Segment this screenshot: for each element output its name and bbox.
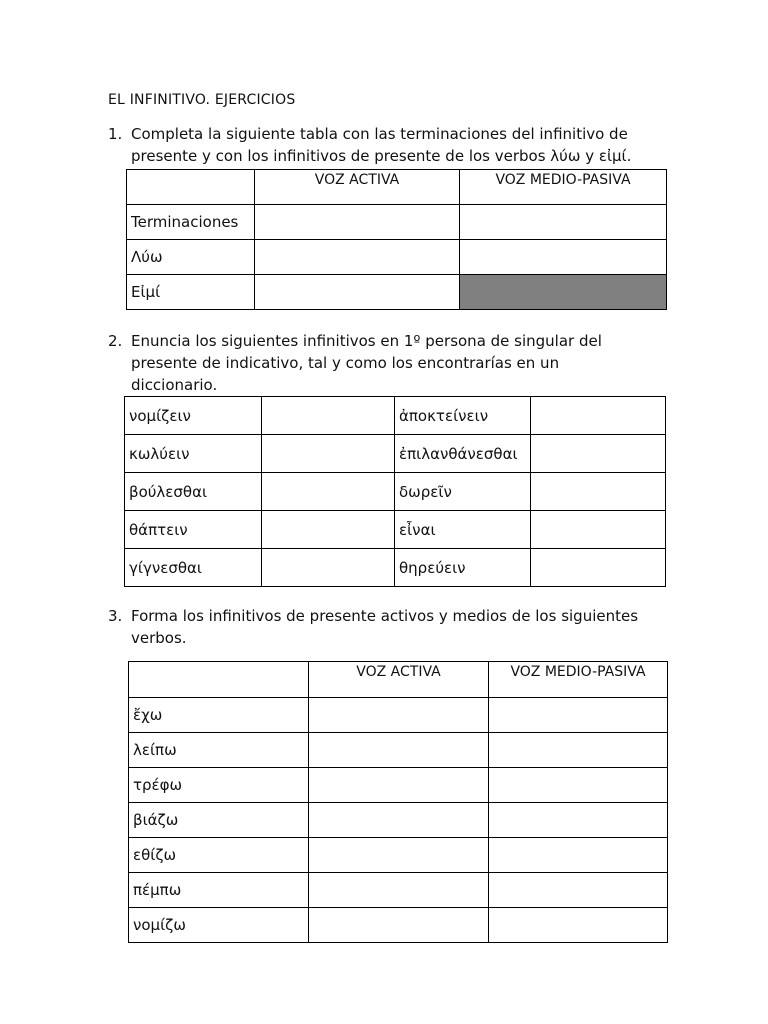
answer-cell[interactable]	[489, 803, 668, 838]
answer-cell[interactable]	[309, 803, 489, 838]
table-row	[125, 435, 666, 473]
table-row	[129, 698, 668, 733]
exercise-3-prompt	[108, 605, 668, 649]
table-row	[129, 838, 668, 873]
word-cell: βούλεσθαι	[125, 473, 262, 511]
answer-cell[interactable]	[262, 511, 395, 549]
table-header-cell: VOZ ACTIVA	[255, 170, 460, 205]
answer-cell[interactable]	[489, 838, 668, 873]
word-cell: δωρεῖν	[395, 473, 531, 511]
table-header-cell: VOZ MEDIO-PASIVA	[460, 170, 667, 205]
table-row	[127, 205, 667, 240]
table-header-cell	[129, 662, 309, 698]
row-label: Εἰμί	[127, 275, 255, 310]
table-header-cell: VOZ ACTIVA	[309, 662, 489, 698]
answer-cell[interactable]	[489, 873, 668, 908]
row-label: ἔχω	[129, 698, 309, 733]
table-row	[125, 397, 666, 435]
answer-cell[interactable]	[531, 473, 666, 511]
exercise-1-table	[126, 169, 667, 310]
table-row	[129, 803, 668, 838]
answer-cell[interactable]	[255, 205, 460, 240]
table-row	[127, 240, 667, 275]
word-cell: ἀποκτείνειν	[395, 397, 531, 435]
table-row	[129, 768, 668, 803]
exercise-2-number: 2.	[108, 332, 123, 350]
word-cell: θηρεύειν	[395, 549, 531, 587]
table-row	[125, 549, 666, 587]
word-cell: ἐπιλανθάνεσθαι	[395, 435, 531, 473]
exercise-1-prompt	[108, 123, 668, 167]
answer-cell[interactable]	[460, 205, 667, 240]
answer-cell[interactable]	[262, 549, 395, 587]
answer-cell[interactable]	[262, 435, 395, 473]
answer-cell[interactable]	[309, 838, 489, 873]
table-row	[125, 473, 666, 511]
table-row	[125, 511, 666, 549]
exercise-1-text: Completa la siguiente tabla con las terminaciones del infinitivo de presente y con los infinitivos de presente de los verbos λύω y εἰμί.	[131, 125, 632, 165]
table-row	[129, 908, 668, 943]
exercise-3-text: Forma los infinitivos de presente activos y medios de los siguientes verbos.	[131, 607, 639, 647]
table-row	[129, 873, 668, 908]
answer-cell[interactable]	[309, 908, 489, 943]
exercise-3-table	[128, 661, 668, 943]
word-cell: θάπτειν	[125, 511, 262, 549]
row-label: τρέφω	[129, 768, 309, 803]
answer-cell[interactable]	[255, 275, 460, 310]
page-title: EL INFINITIVO. EJERCICIOS	[108, 92, 296, 108]
exercise-2-text: Enuncia los siguientes infinitivos en 1º persona de singular del presente de indicativo, tal y como los encontrarías en un diccionario.	[131, 332, 602, 394]
exercise-2-prompt	[108, 330, 638, 396]
word-cell: εἶναι	[395, 511, 531, 549]
word-cell: γίγνεσθαι	[125, 549, 262, 587]
row-label: λείπω	[129, 733, 309, 768]
table-row	[127, 275, 667, 310]
exercise-3-number: 3.	[108, 607, 123, 625]
answer-cell[interactable]	[309, 873, 489, 908]
answer-cell[interactable]	[255, 240, 460, 275]
answer-cell[interactable]	[531, 511, 666, 549]
answer-cell[interactable]	[460, 240, 667, 275]
answer-cell[interactable]	[489, 733, 668, 768]
table-header-cell: VOZ MEDIO-PASIVA	[489, 662, 668, 698]
word-cell: νομίζειν	[125, 397, 262, 435]
answer-cell[interactable]	[489, 768, 668, 803]
table-row	[129, 733, 668, 768]
exercise-1-number: 1.	[108, 125, 123, 143]
answer-cell[interactable]	[531, 397, 666, 435]
answer-cell[interactable]	[489, 908, 668, 943]
answer-cell[interactable]	[262, 397, 395, 435]
answer-cell[interactable]	[531, 549, 666, 587]
row-label: πέμπω	[129, 873, 309, 908]
word-cell: κωλύειν	[125, 435, 262, 473]
exercise-2-table	[124, 396, 666, 587]
row-label: βιάζω	[129, 803, 309, 838]
answer-cell[interactable]	[262, 473, 395, 511]
row-label: Λύω	[127, 240, 255, 275]
answer-cell[interactable]	[489, 698, 668, 733]
shaded-cell	[460, 275, 667, 310]
answer-cell[interactable]	[309, 698, 489, 733]
answer-cell[interactable]	[531, 435, 666, 473]
table-header-cell	[127, 170, 255, 205]
table-header-row	[129, 662, 668, 698]
table-header-row	[127, 170, 667, 205]
row-label: Terminaciones	[127, 205, 255, 240]
row-label: νομίζω	[129, 908, 309, 943]
answer-cell[interactable]	[309, 768, 489, 803]
row-label: εθίζω	[129, 838, 309, 873]
answer-cell[interactable]	[309, 733, 489, 768]
